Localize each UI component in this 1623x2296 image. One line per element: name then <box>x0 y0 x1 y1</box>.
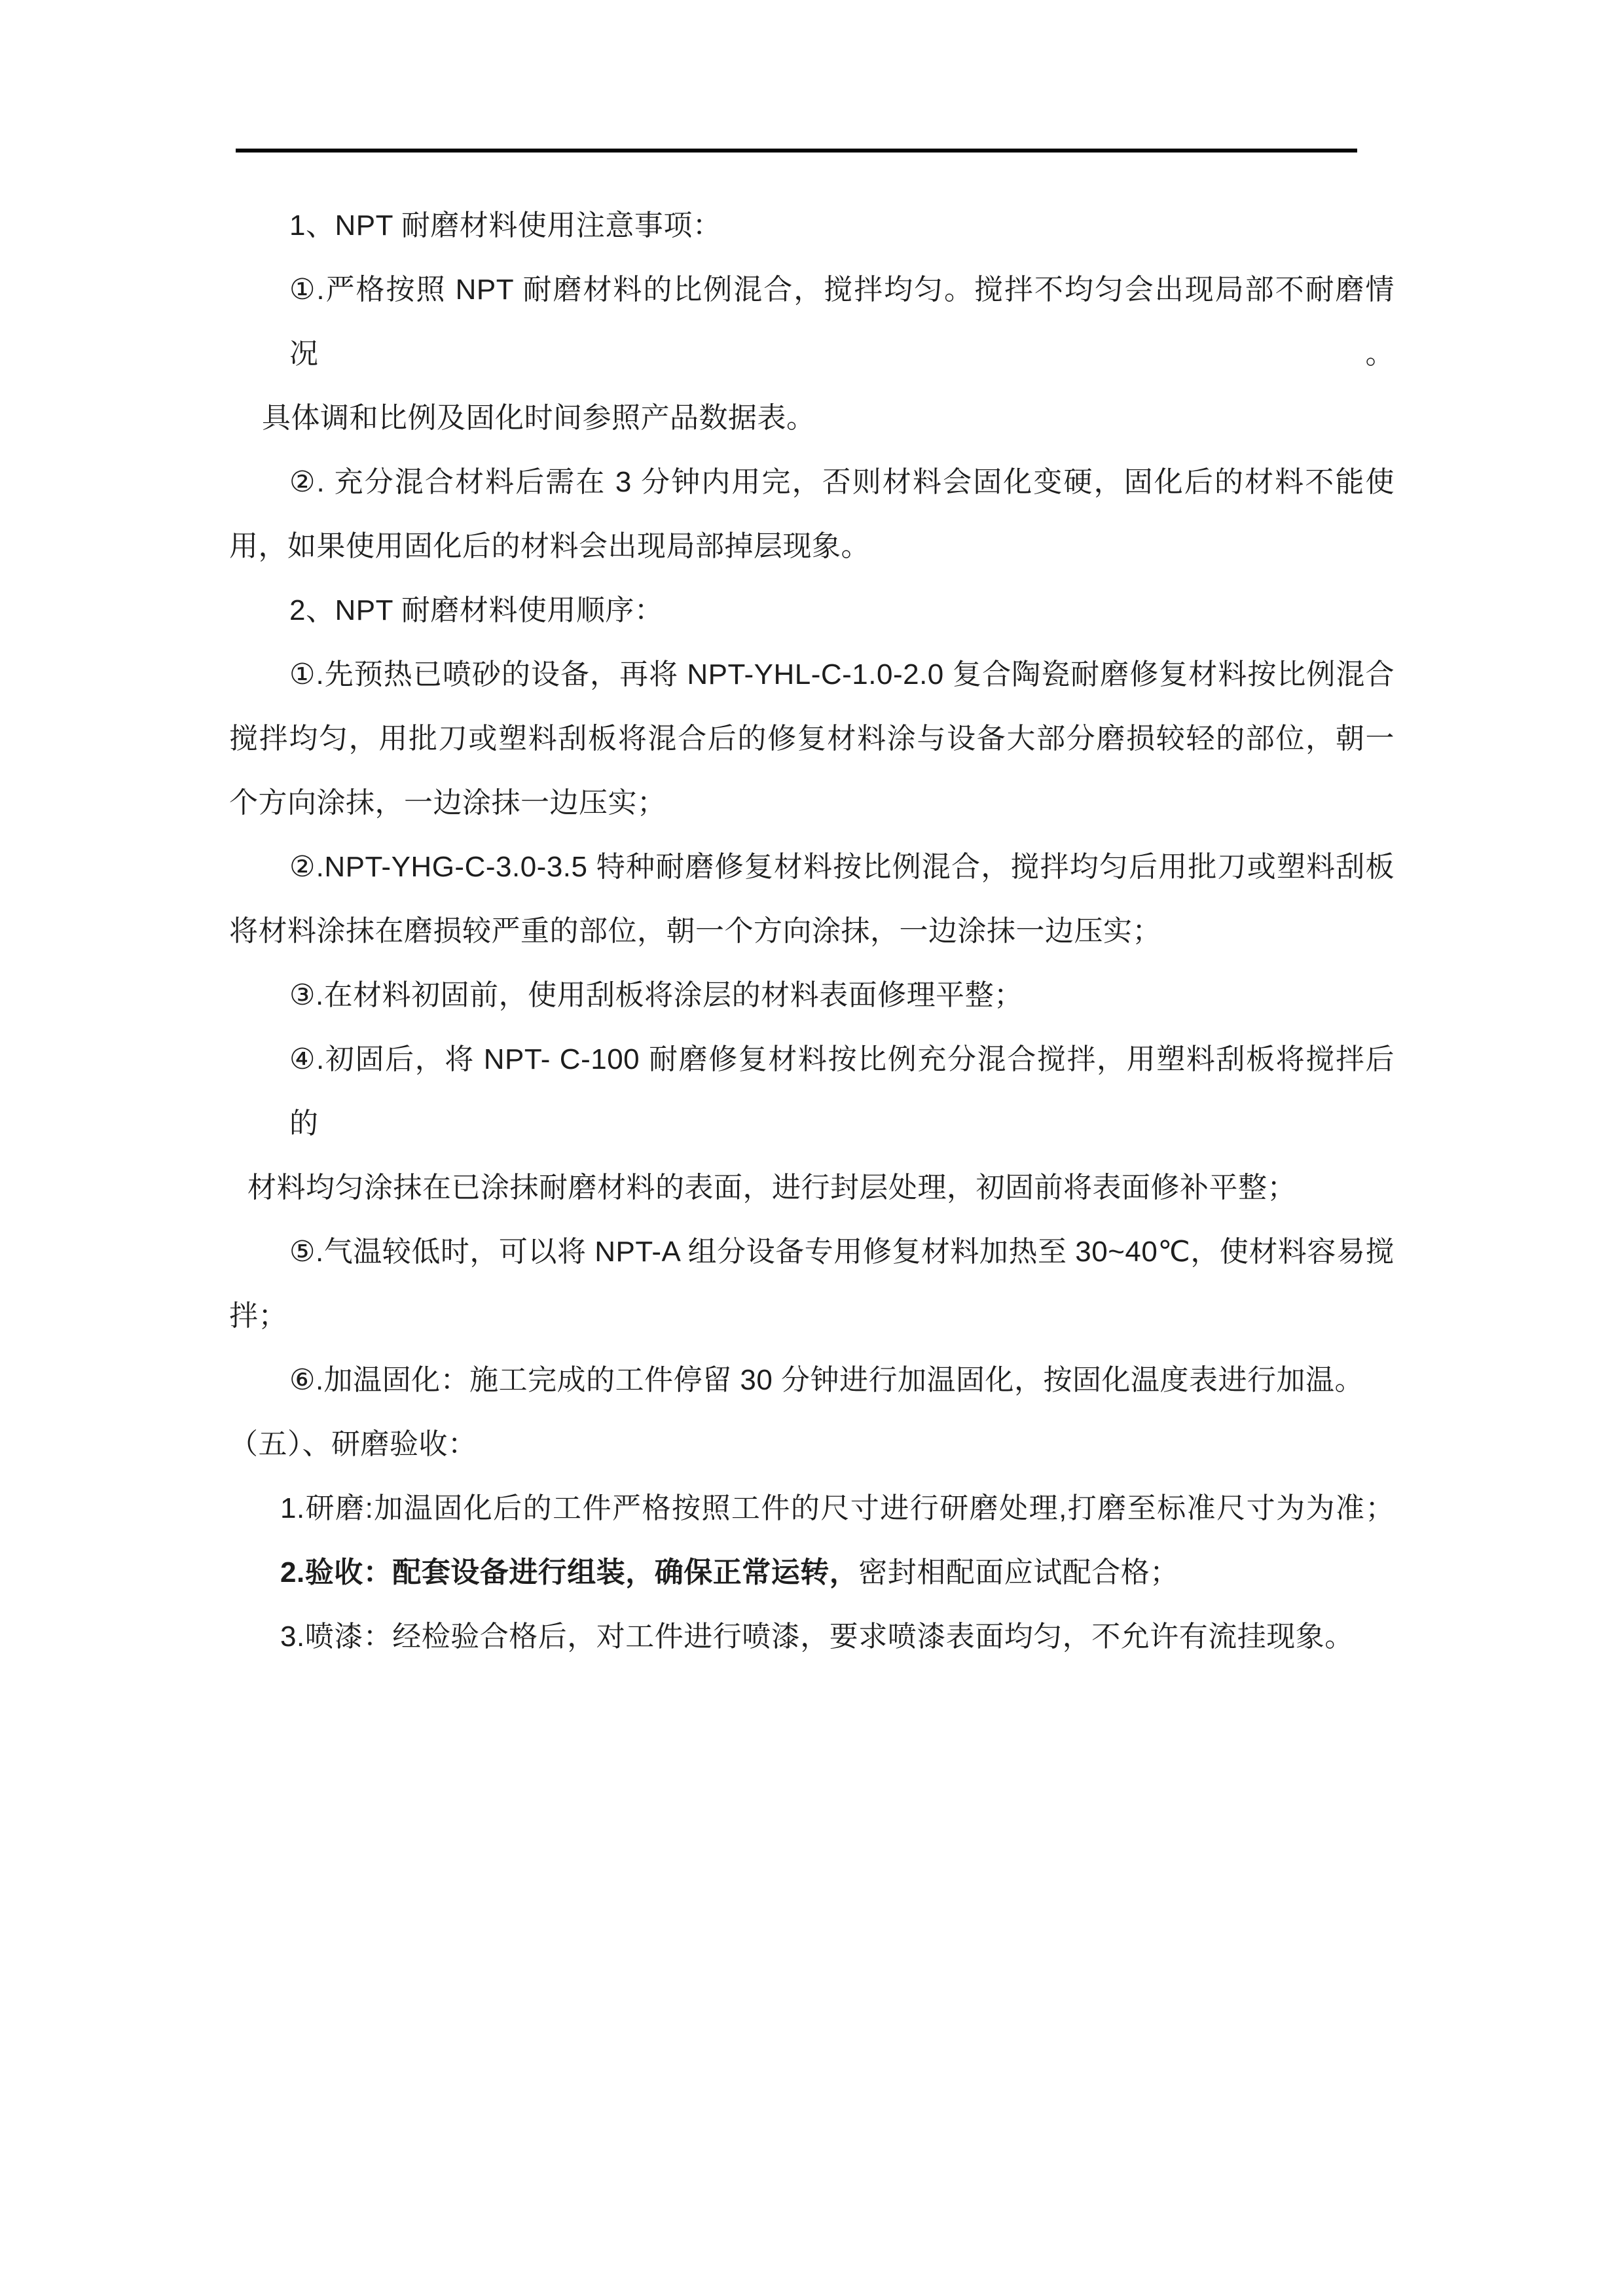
step-5: ⑤.气温较低时，可以将 NPT-A 组分设备专用修复材料加热至 30~40℃，使材料容易搅 <box>289 1236 1395 1268</box>
note-item-2-continuation: 用，如果使用固化后的材料会出现局部掉层现象。 <box>229 530 870 562</box>
note-item-2: ②. 充分混合材料后需在 3 分钟内用完，否则材料会固化变硬，固化后的材料不能使 <box>289 466 1395 498</box>
item-acceptance <box>229 1541 1395 1605</box>
note-item-1-continuation: 具体调和比例及固化时间参照产品数据表。 <box>262 402 816 434</box>
step-4: ④.初固后，将 NPT- C-100 耐磨修复材料按比例充分混合搅拌，用塑料刮板将搅拌后的 <box>289 1043 1395 1139</box>
step-4-continuation: 材料均匀涂抹在已涂抹耐磨材料的表面，进行封层处理，初固前将表面修补平整； <box>247 1172 1296 1204</box>
heading-npt-usage-order: 2、NPT 耐磨材料使用顺序： <box>289 594 664 626</box>
step-1-continuation-2: 个方向涂抹，一边涂抹一边压实； <box>229 787 666 819</box>
step-2-continuation: 将材料涂抹在磨损较严重的部位，朝一个方向涂抹，一边涂抹一边压实； <box>229 915 1161 947</box>
step-5-continuation: 拌； <box>229 1300 287 1332</box>
header-separator-line <box>236 149 1357 152</box>
heading-npt-usage-notes: 1、NPT 耐磨材料使用注意事项： <box>289 209 722 242</box>
item-grinding: 1.研磨:加温固化后的工件严格按照工件的尺寸进行研磨处理,打磨至标准尺寸为为准； <box>280 1492 1395 1524</box>
item-acceptance-bold-text: 2.验收：配套设备进行组装，确保正常运转， <box>280 1556 859 1588</box>
note-item-1: ①.严格按照 NPT 耐磨材料的比例混合，搅拌均匀。搅拌不均匀会出现局部不耐磨情况。 <box>289 274 1395 370</box>
step-2: ②.NPT-YHG-C-3.0-3.5 特种耐磨修复材料按比例混合，搅拌均匀后用批刀或塑料刮板 <box>289 851 1395 883</box>
step-1-continuation-1: 搅拌均匀，用批刀或塑料刮板将混合后的修复材料涂与设备大部分磨损较轻的部位，朝一 <box>229 723 1395 755</box>
step-1: ①.先预热已喷砂的设备，再将 NPT-YHL-C-1.0-2.0 复合陶瓷耐磨修复材料按比例混合 <box>289 658 1395 691</box>
step-3: ③.在材料初固前，使用刮板将涂层的材料表面修理平整； <box>289 979 1023 1011</box>
item-acceptance-regular-text: 密封相配面应试配合格； <box>858 1556 1179 1588</box>
step-6: ⑥.加温固化：施工完成的工件停留 30 分钟进行加温固化，按固化温度表进行加温。 <box>289 1364 1364 1396</box>
item-painting: 3.喷漆：经检验合格后，对工件进行喷漆，要求喷漆表面均匀，不允许有流挂现象。 <box>280 1621 1354 1653</box>
document-body <box>229 194 1395 1669</box>
heading-grinding-acceptance: （五）、研磨验收： <box>229 1428 477 1460</box>
